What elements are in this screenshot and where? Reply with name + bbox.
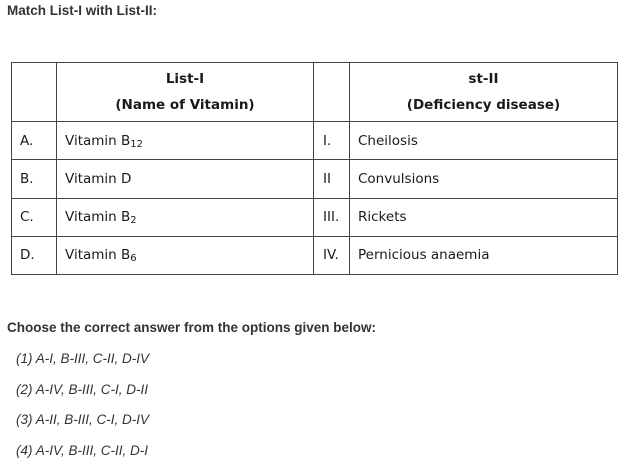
vitamin-cell	[57, 198, 314, 236]
row-roman: I.	[314, 122, 350, 160]
list1-subtitle: (Name of Vitamin)	[115, 97, 255, 114]
vitamin-name: Vitamin D	[65, 171, 132, 188]
vitamin-name: Vitamin B	[65, 132, 131, 149]
header-blank-cell	[12, 63, 57, 122]
list2-subtitle: (Deficiency disease)	[406, 97, 561, 114]
answer-option[interactable]: (1) A-I, B-III, C-II, D-IV	[16, 351, 150, 366]
disease-cell: Cheilosis	[350, 122, 618, 160]
answer-option[interactable]: (3) A-II, B-III, C-I, D-IV	[16, 412, 150, 427]
disease-cell: Rickets	[350, 198, 618, 236]
instruction-text: Choose the correct answer from the options given below:	[7, 320, 377, 335]
vitamin-name: Vitamin B	[65, 209, 131, 226]
match-table	[11, 62, 618, 275]
answer-option[interactable]: (2) A-IV, B-III, C-I, D-II	[16, 381, 149, 397]
answer-options	[16, 350, 149, 472]
disease-cell: Pernicious anaemia	[350, 236, 618, 274]
vitamin-cell	[57, 236, 314, 274]
disease-cell: Convulsions	[350, 160, 618, 198]
question-title: Match List-I with List-II:	[7, 3, 157, 18]
row-roman: III.	[314, 198, 350, 236]
header-blank-cell	[314, 63, 350, 122]
vitamin-subscript: 2	[130, 215, 137, 227]
vitamin-cell	[57, 160, 314, 198]
list1-title: List-I	[165, 71, 205, 88]
vitamin-subscript: 12	[130, 138, 143, 150]
table-row	[12, 122, 618, 160]
row-letter: D.	[12, 236, 57, 274]
row-roman: IV.	[314, 236, 350, 274]
row-letter: C.	[12, 198, 57, 236]
row-letter: B.	[12, 160, 57, 198]
table-header-row	[12, 63, 618, 122]
table-row	[12, 160, 618, 198]
vitamin-cell	[57, 122, 314, 160]
vitamin-name: Vitamin B	[65, 247, 131, 264]
list2-header	[350, 63, 618, 122]
answer-option[interactable]: (4) A-IV, B-III, C-II, D-I	[16, 442, 149, 458]
list2-title: st-II	[468, 71, 499, 88]
table-row	[12, 198, 618, 236]
list1-header	[57, 63, 314, 122]
row-letter: A.	[12, 122, 57, 160]
table-row	[12, 236, 618, 274]
row-roman: II	[314, 160, 350, 198]
vitamin-subscript: 6	[130, 253, 137, 265]
